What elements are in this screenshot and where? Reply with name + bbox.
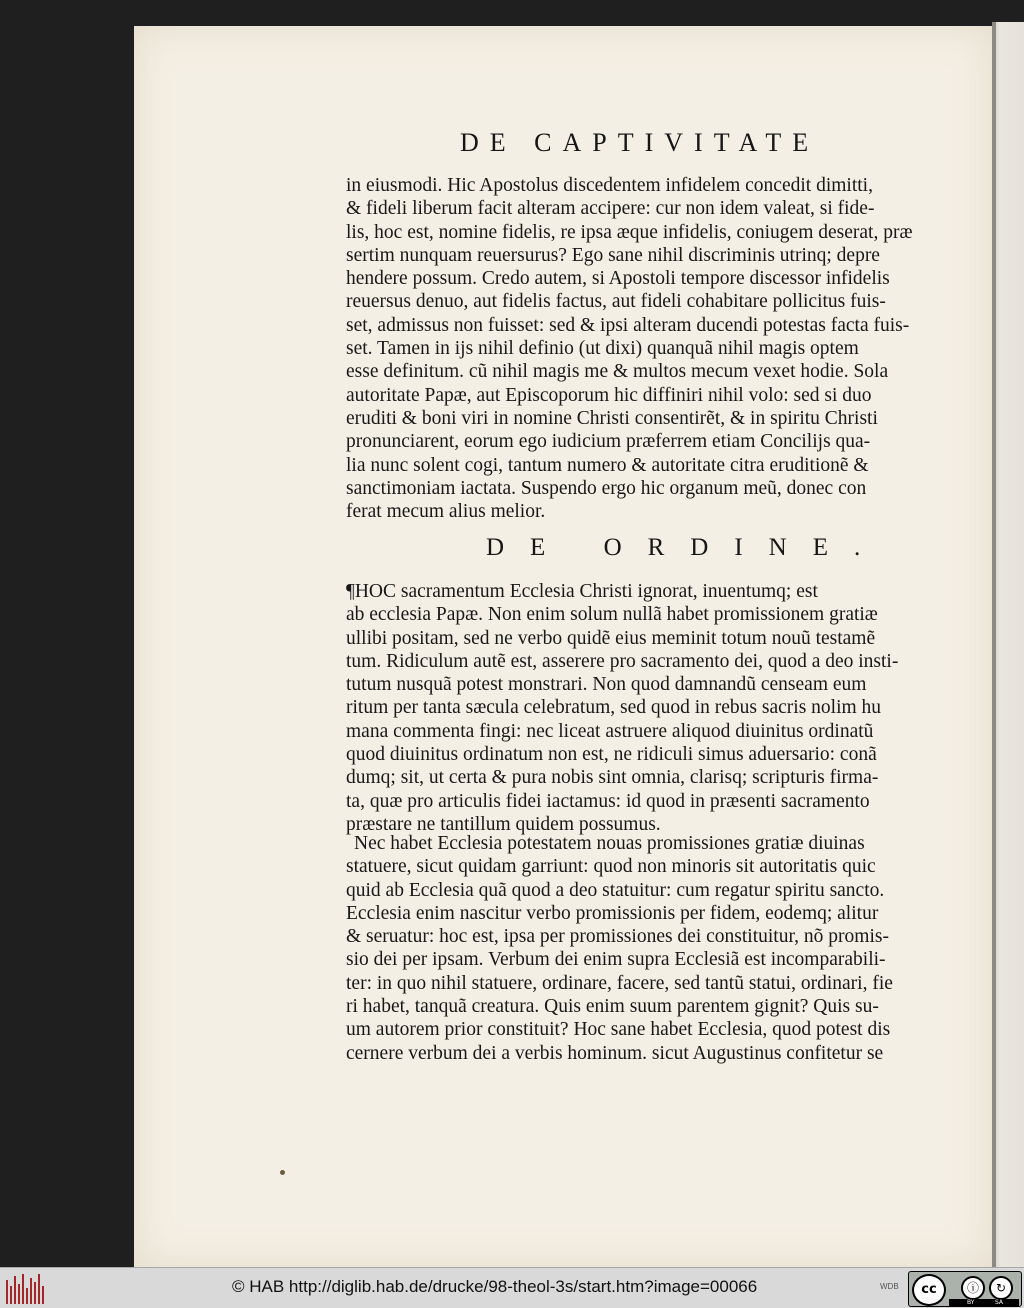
text-line: ta, quæ pro articulis fidei iactamus: id quod in præsenti sacramento <box>346 790 870 812</box>
by-label: BY <box>967 1299 975 1306</box>
citation-link[interactable]: © HAB http://diglib.hab.de/drucke/98-theol-3s/start.htm?image=00066 <box>232 1277 758 1296</box>
text-line: statuere, sicut quidam garriunt: quod non minoris sit autoritatis quic <box>346 856 876 878</box>
attribution-icon: ⓘ <box>961 1276 985 1300</box>
text-line: & fideli liberum facit alteram accipere: cur non idem valeat, si fide- <box>346 198 875 220</box>
license-strip <box>949 1299 1019 1306</box>
facing-page-edge <box>992 22 1024 1267</box>
text-line: dumq; sit, ut certa & pura nobis sint omnia, clarisq; scripturis firma- <box>346 767 879 789</box>
text-line: ritum per tanta sæcula celebratum, sed quod in rebus sacris nolim hu <box>346 697 882 719</box>
share-alike-icon: ↻ <box>989 1276 1013 1300</box>
text-line: quod diuinitus ordinatum non est, ne ridiculi simus aduersario: conã <box>346 744 877 766</box>
text-line: ri habet, tanquã creatura. Quis enim suum parentem gignit? Quis su- <box>346 996 879 1018</box>
text-line: hendere possum. Credo autem, si Apostoli tempore discessor infidelis <box>346 268 890 290</box>
text-line: reuersus denuo, aut fidelis factus, aut fideli cohabitare pollicitus fuis- <box>346 291 886 313</box>
text-line: lis, hoc est, nomine fidelis, re ipsa æque infidelis, coniugem deserat, præ <box>346 221 913 243</box>
text-line: ferat mecum alius melior. <box>346 501 546 523</box>
text-line: autoritate Papæ, aut Episcoporum hic diffiniri nihil volo: sed si duo <box>346 384 872 406</box>
text-line: in eiusmodi. Hic Apostolus discedentem infidelem concedit dimitti, <box>346 175 873 196</box>
text-line: ter: in quo nihil statuere, ordinare, facere, sed tantũ statui, ordinari, fie <box>346 972 893 994</box>
sa-label: SA <box>995 1299 1004 1306</box>
text-line: mana commenta fingi: nec liceat astruere aliquod diuinitus ordinatũ <box>346 720 874 742</box>
text-line: lia nunc solent cogi, tantum numero & autoritate citra eruditionẽ & <box>346 454 869 476</box>
text-block-de-ordine <box>346 580 936 836</box>
text-line: ab ecclesia Papæ. Non enim solum nullã habet promissionem gratiæ <box>346 604 878 626</box>
text-line: sertim nunquam reuersurus? Ego sane nihil discriminis utrinq; depre <box>346 244 880 266</box>
text-line: quid ab Ecclesia quã quod a deo statuitur: cum regatur spiritu sancto. <box>346 879 885 901</box>
text-line: eruditi & boni viri in nomine Christi consentirẽt, & in spiritu Christi <box>346 407 878 429</box>
text-line: & seruatur: hoc est, ipsa per promissiones dei constituitur, nõ promis- <box>346 926 889 948</box>
text-line: set, admissus non fuisset: sed & ipsi alteram ducendi potestas facta fuis- <box>346 314 910 336</box>
text-line: tum. Ridiculum autẽ est, asserere pro sacramento dei, quod a deo insti- <box>346 650 899 672</box>
page-fold <box>992 22 996 1267</box>
text-line: set. Tamen in ijs nihil definio (ut dixi) quanquã nihil magis optem <box>346 338 859 360</box>
cc-icon: cc <box>912 1274 946 1306</box>
text-line: sio dei per ipsam. Verbum dei enim supra Ecclesiã est incomparabili- <box>346 949 886 971</box>
section-title: DE ORDINE. <box>486 534 887 561</box>
text-line: Nec habet Ecclesia potestatem nouas promissiones gratiæ diuinas <box>354 833 865 854</box>
footer-bar <box>0 1267 1024 1308</box>
text-line: pronunciarent, eorum ego iudicium præferrem etiam Concilijs qua- <box>346 431 871 453</box>
text-line: sanctimoniam iactata. Suspendo ergo hic organum meũ, donec con <box>346 477 867 499</box>
text-line: Ecclesia enim nascitur verbo promissionis per fidem, eodemq; alitur <box>346 902 879 924</box>
text-line: ¶HOC sacramentum Ecclesia Christi ignorat, inuentumq; est <box>346 581 818 602</box>
paper-speck <box>280 1170 285 1175</box>
text-line: cernere verbum dei a verbis hominum. sicut Augustinus confitetur se <box>346 1042 884 1064</box>
running-head: DE CAPTIVITATE <box>460 128 820 157</box>
text-line: ullibi positam, sed ne verbo quidẽ eius meminit totum nouũ testamẽ <box>346 627 876 649</box>
hab-logo-icon[interactable] <box>6 1272 46 1304</box>
text-line: um autorem prior constituit? Hoc sane habet Ecclesia, quod potest dis <box>346 1019 891 1041</box>
text-line: esse definitum. cũ nihil magis me & multos mecum vexet hodie. Sola <box>346 361 889 383</box>
text-line: tutum nusquã potest monstrari. Non quod damnandũ censeam eum <box>346 674 867 696</box>
text-block-continued <box>346 174 936 523</box>
text-block-paragraph <box>346 832 936 1065</box>
cc-license-badge[interactable] <box>908 1271 1022 1307</box>
text-line: præstare ne tantillum quidem possumus. <box>346 813 661 835</box>
wdb-label: WDB <box>880 1282 899 1291</box>
